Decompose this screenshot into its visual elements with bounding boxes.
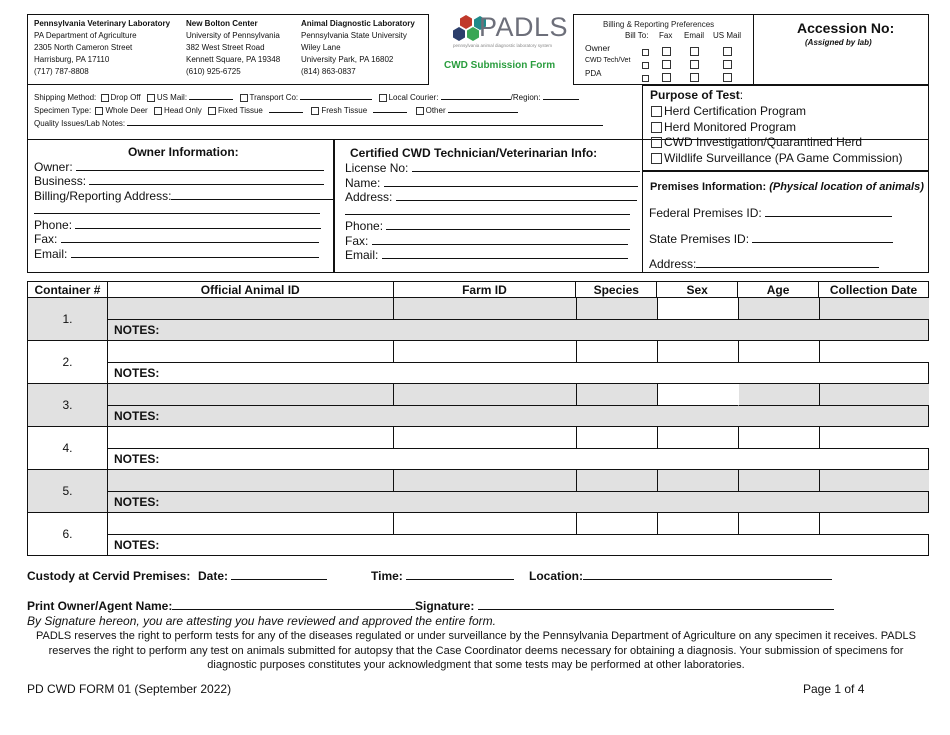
farm-id-cell[interactable] <box>394 427 577 449</box>
collection-date-cell[interactable] <box>820 470 929 492</box>
purpose-option-3[interactable] <box>651 135 862 150</box>
notes-label: NOTES: <box>114 409 160 423</box>
age-cell[interactable] <box>739 384 820 406</box>
shipping-row <box>34 90 579 104</box>
container-number: 3. <box>28 384 108 426</box>
owner-email-row <box>34 247 319 262</box>
tech-phone-input[interactable] <box>386 220 630 230</box>
col-farm-id: Farm ID <box>393 282 576 298</box>
col-container: Container # <box>28 282 108 298</box>
owner-label: Owner: <box>34 159 73 174</box>
col-sex: Sex <box>657 282 738 298</box>
other-checkbox[interactable] <box>416 107 424 115</box>
purpose-option-label: Herd Monitored Program <box>664 119 797 134</box>
disclaimer-text: PADLS reserves the right to perform tests for any of the diseases regulated or under surveillance by the Pennsylvania Department of Agriculture on any specimen it receives. PADLS reserves the right to perform any test on animals submitted for autopsy that the Case Coordinator deems necessary for obtaining a diagnosis. Your submission of specimens for diagnostic purposes constitutes your acknowledgment that some tests may be performed at other laboratories. <box>35 630 917 671</box>
custody-date-row <box>198 569 327 583</box>
custody-location-row <box>529 569 832 583</box>
business-field-row <box>34 174 324 189</box>
billing-title: Billing & Reporting Preferences <box>603 20 715 29</box>
license-label: License No: <box>345 161 409 175</box>
local-courier-label: Local Courier: <box>388 93 439 102</box>
federal-premises-row <box>649 206 892 221</box>
padls-logo-text: PADLS <box>479 12 569 42</box>
farm-id-cell[interactable] <box>394 513 577 535</box>
license-row <box>345 161 640 176</box>
accession-note: (Assigned by lab) <box>805 38 872 47</box>
business-label: Business: <box>34 174 87 188</box>
lab-line: Pennsylvania State University <box>301 31 407 40</box>
age-cell[interactable] <box>739 470 820 492</box>
billing-address-input[interactable] <box>171 190 333 200</box>
tech-address-line-2[interactable] <box>345 214 630 215</box>
notes-label: NOTES: <box>114 452 160 466</box>
local-courier-checkbox[interactable] <box>379 94 387 102</box>
table-row <box>27 384 929 427</box>
billing-row-pda: PDA <box>585 69 602 78</box>
animal-id-cell[interactable] <box>108 427 394 449</box>
collection-date-cell[interactable] <box>820 298 929 320</box>
tech-name-label: Name: <box>345 175 381 190</box>
animal-id-cell[interactable] <box>108 384 394 406</box>
tech-address-input[interactable] <box>396 191 637 201</box>
purpose-option-4[interactable] <box>651 151 903 166</box>
lab-line: Wiley Lane <box>301 43 341 52</box>
lab-line: PA Department of Agriculture <box>34 31 137 40</box>
specimen-table <box>27 281 929 298</box>
billing-col-email: Email <box>684 31 705 40</box>
notes-label: NOTES: <box>114 495 160 509</box>
container-number: 6. <box>28 513 108 555</box>
col-age: Age <box>738 282 819 298</box>
custody-date-label: Date: <box>198 569 229 583</box>
container-number: 4. <box>28 427 108 469</box>
tech-name-row <box>345 176 638 191</box>
animal-id-cell[interactable] <box>108 341 394 363</box>
purpose-option-label: CWD Investigation/Quarantined Herd <box>664 135 863 149</box>
container-number: 1. <box>28 298 108 340</box>
page-number: Page 1 of 4 <box>803 682 865 696</box>
notes-label: NOTES: <box>114 538 160 552</box>
premises-address-label: Address: <box>649 257 697 271</box>
collection-date-cell[interactable] <box>820 384 929 406</box>
other-label: Other <box>425 106 446 115</box>
notes-label: NOTES: <box>114 366 160 380</box>
sex-cell[interactable] <box>658 513 739 535</box>
owner-phone-input[interactable] <box>75 219 321 229</box>
species-cell[interactable] <box>577 427 658 449</box>
lab-2 <box>186 18 280 78</box>
premises-title-note: (Physical location of animals) <box>769 181 924 193</box>
owner-fax-row <box>34 232 319 247</box>
signature-input[interactable] <box>478 600 834 610</box>
form-title: CWD Submission Form <box>444 60 556 71</box>
billing-row-owner: Owner <box>585 43 611 53</box>
species-cell[interactable] <box>577 384 658 406</box>
animal-id-cell[interactable] <box>108 470 394 492</box>
purpose-option-label: Wildlife Surveillance (PA Game Commission) <box>664 150 903 165</box>
license-input[interactable] <box>412 162 640 172</box>
us-mail-input[interactable] <box>189 90 233 100</box>
state-premises-row <box>649 232 893 247</box>
container-number: 5. <box>28 470 108 512</box>
tech-address-row <box>345 190 637 205</box>
lab-line: (814) 863-0837 <box>301 67 356 76</box>
specimen-row <box>34 103 518 117</box>
custody-time-input[interactable] <box>406 570 514 580</box>
custody-time-row <box>371 569 514 583</box>
region-label: /Region: <box>510 93 541 102</box>
sex-cell[interactable] <box>658 427 739 449</box>
col-animal-id: Official Animal ID <box>107 282 393 298</box>
tech-phone-row <box>345 219 630 234</box>
notes-label: NOTES: <box>114 323 160 337</box>
premises-address-row <box>649 257 879 272</box>
table-row <box>27 470 929 513</box>
fixed-tissue-input[interactable] <box>269 103 303 113</box>
phone-label: Phone: <box>34 217 73 232</box>
transport-co-input[interactable] <box>300 90 372 100</box>
signature-label: Signature: <box>415 599 475 613</box>
federal-premises-label: Federal Premises ID: <box>649 206 762 220</box>
whole-deer-checkbox[interactable] <box>95 107 103 115</box>
drop-off-label: Drop Off <box>110 93 141 102</box>
tech-phone-label: Phone: <box>345 219 384 233</box>
purpose-title <box>650 88 743 102</box>
other-input[interactable] <box>448 103 518 113</box>
tech-name-input[interactable] <box>384 177 638 187</box>
custody-location-label: Location: <box>529 569 583 583</box>
quality-notes-input[interactable] <box>127 116 603 126</box>
purpose-title-text: Purpose of Test <box>650 88 740 102</box>
age-cell[interactable] <box>739 427 820 449</box>
billing-col-fax: Fax <box>659 31 673 40</box>
col-collection-date: Collection Date <box>819 282 929 298</box>
lab-line: 382 West Street Road <box>186 43 265 52</box>
farm-id-cell[interactable] <box>394 384 577 406</box>
fixed-tissue-checkbox[interactable] <box>208 107 216 115</box>
billing-col-us-mail: US Mail <box>713 31 742 40</box>
transport-co-checkbox[interactable] <box>240 94 248 102</box>
tech-fax-row <box>345 234 628 249</box>
tech-fax-label: Fax: <box>345 233 369 248</box>
species-cell[interactable] <box>577 341 658 363</box>
tech-address-label: Address: <box>345 190 393 204</box>
species-cell[interactable] <box>577 513 658 535</box>
age-cell[interactable] <box>739 298 820 320</box>
table-header-row <box>28 282 929 298</box>
lab-name: Pennsylvania Veterinary Laboratory <box>34 19 171 28</box>
shipping-label: Shipping Method: <box>34 93 97 102</box>
farm-id-cell[interactable] <box>394 341 577 363</box>
print-name-label: Print Owner/Agent Name: <box>27 599 173 613</box>
lab-3 <box>301 18 415 78</box>
collection-date-cell[interactable] <box>820 513 929 535</box>
purpose-option-1[interactable] <box>651 104 806 119</box>
fixed-tissue-label: Fixed Tissue <box>217 106 263 115</box>
sex-cell[interactable] <box>658 298 739 320</box>
table-row <box>27 341 929 384</box>
fresh-tissue-checkbox[interactable] <box>311 107 319 115</box>
tech-email-input[interactable] <box>382 249 628 259</box>
business-input[interactable] <box>89 175 324 185</box>
sex-cell[interactable] <box>658 341 739 363</box>
head-only-label: Head Only <box>163 106 202 115</box>
logo-tagline: pennsylvania animal diagnostic laboratory system <box>453 43 553 48</box>
lab-line: 2305 North Cameron Street <box>34 43 133 52</box>
tech-email-row <box>345 248 628 263</box>
owner-title: Owner Information: <box>128 145 239 159</box>
us-mail-checkbox[interactable] <box>147 94 155 102</box>
sex-cell[interactable] <box>658 384 739 406</box>
custody-time-label: Time: <box>371 569 403 583</box>
col-species: Species <box>576 282 657 298</box>
animal-id-cell[interactable] <box>108 298 394 320</box>
technician-title: Certified CWD Technician/Veterinarian Info: <box>350 146 598 160</box>
whole-deer-label: Whole Deer <box>105 106 148 115</box>
billing-address-field-row <box>34 189 333 204</box>
owner-fax-input[interactable] <box>61 233 319 243</box>
form-id: PD CWD FORM 01 (September 2022) <box>27 682 232 696</box>
lab-name: New Bolton Center <box>186 19 258 28</box>
tech-fax-input[interactable] <box>372 235 628 245</box>
owner-phone-row <box>34 218 321 233</box>
custody-date-input[interactable] <box>231 570 327 580</box>
quality-label: Quality Issues/Lab Notes: <box>34 119 126 128</box>
lab-line: Harrisburg, PA 17110 <box>34 55 110 64</box>
billing-address-line-2[interactable] <box>34 213 320 214</box>
owner-field-row <box>34 160 324 175</box>
owner-email-input[interactable] <box>71 248 319 258</box>
fresh-tissue-input[interactable] <box>373 103 407 113</box>
fax-label: Fax: <box>34 232 58 246</box>
collection-date-cell[interactable] <box>820 427 929 449</box>
farm-id-cell[interactable] <box>394 298 577 320</box>
purpose-title-colon: : <box>739 88 744 102</box>
billing-col-bill-to: Bill To: <box>625 31 649 40</box>
lab-line: University Park, PA 16802 <box>301 55 394 64</box>
lab-name: Animal Diagnostic Laboratory <box>301 19 415 28</box>
age-cell[interactable] <box>739 513 820 535</box>
state-premises-input[interactable] <box>752 233 893 243</box>
table-row <box>27 298 929 341</box>
animal-id-cell[interactable] <box>108 513 394 535</box>
fresh-tissue-label: Fresh Tissue <box>321 106 368 115</box>
premises-title <box>650 181 924 193</box>
age-cell[interactable] <box>739 341 820 363</box>
lab-1 <box>34 18 170 78</box>
quality-row <box>34 116 603 130</box>
specimen-label: Specimen Type: <box>34 106 92 115</box>
lab-line: (717) 787-8808 <box>34 67 89 76</box>
purpose-option-label: Herd Certification Program <box>664 104 807 118</box>
sex-cell[interactable] <box>658 470 739 492</box>
table-row <box>27 513 929 556</box>
farm-id-cell[interactable] <box>394 470 577 492</box>
premises-address-input[interactable] <box>696 258 879 268</box>
accession-label: Accession No: <box>797 20 895 36</box>
signature-row <box>415 599 834 613</box>
email-label: Email: <box>34 246 68 261</box>
drop-off-checkbox[interactable] <box>101 94 109 102</box>
print-name-input[interactable] <box>172 600 415 610</box>
species-cell[interactable] <box>577 298 658 320</box>
billing-row-tech: CWD Tech/Vet <box>585 57 631 64</box>
custody-location-input[interactable] <box>583 570 832 580</box>
tech-email-label: Email: <box>345 248 379 262</box>
custody-label: Custody at Cervid Premises: <box>27 569 191 583</box>
federal-premises-input[interactable] <box>765 207 892 217</box>
print-name-row <box>27 599 415 613</box>
lab-line: (610) 925-6725 <box>186 67 241 76</box>
local-courier-input[interactable] <box>441 90 511 100</box>
us-mail-label: US Mail: <box>156 93 188 102</box>
head-only-checkbox[interactable] <box>154 107 162 115</box>
collection-date-cell[interactable] <box>820 341 929 363</box>
state-premises-label: State Premises ID: <box>649 232 750 246</box>
owner-input[interactable] <box>76 161 324 171</box>
transport-co-label: Transport Co: <box>249 93 299 102</box>
container-number: 2. <box>28 341 108 383</box>
table-row <box>27 427 929 470</box>
billing-address-label: Billing/Reporting Address: <box>34 188 172 203</box>
species-cell[interactable] <box>577 470 658 492</box>
attestation-text: By Signature hereon, you are attesting you have reviewed and approved the entire form. <box>27 614 496 628</box>
region-input[interactable] <box>543 90 579 100</box>
lab-line: Kennett Square, PA 19348 <box>186 55 281 64</box>
lab-line: University of Pennsylvania <box>186 31 280 40</box>
premises-title-text: Premises Information: <box>650 181 770 193</box>
purpose-option-2[interactable] <box>651 120 796 135</box>
